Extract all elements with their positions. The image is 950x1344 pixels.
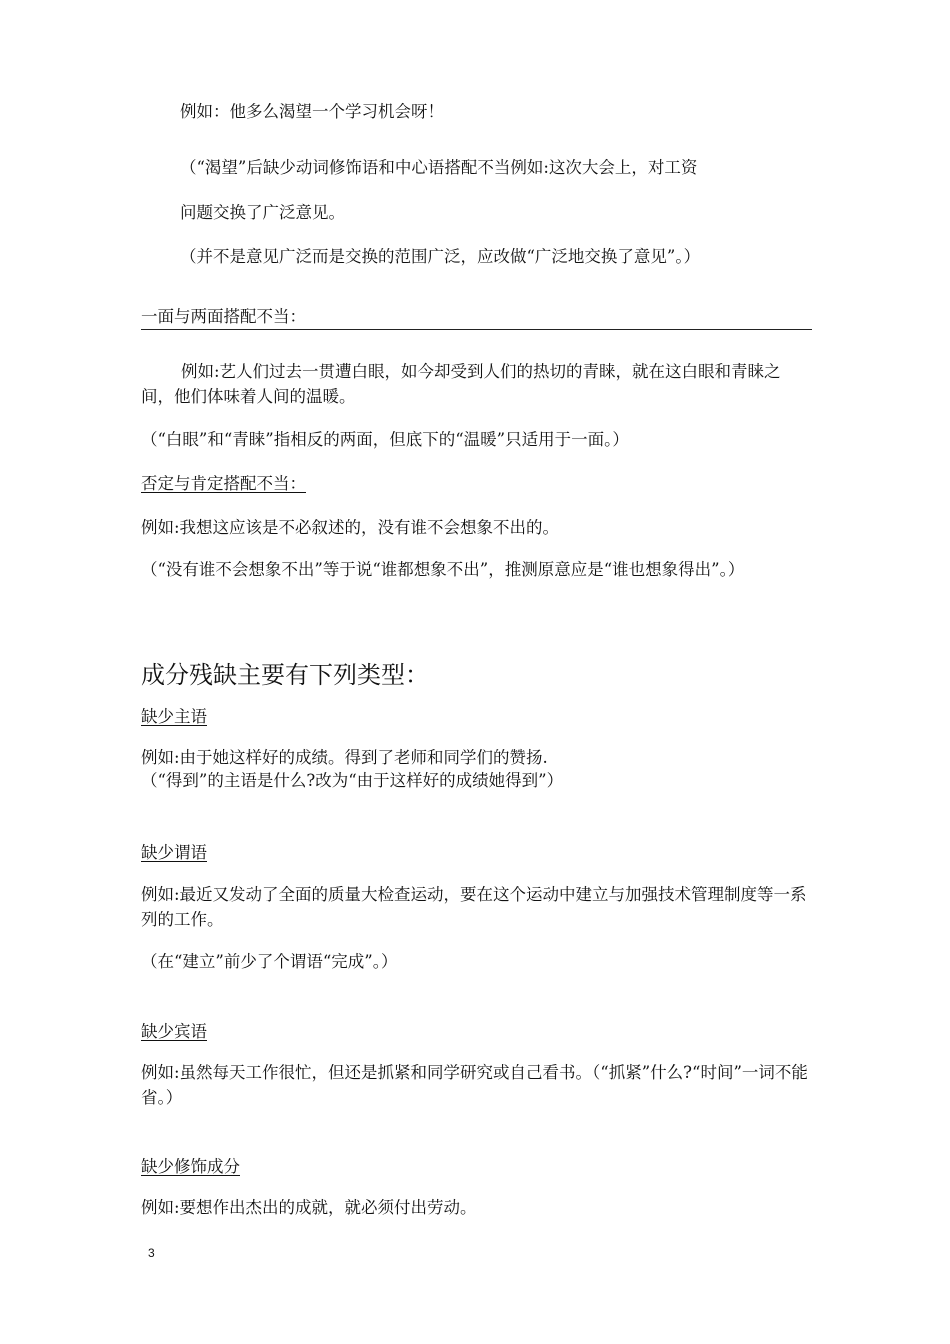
subsection-heading-missing-object: 缺少宾语 xyxy=(141,1022,207,1041)
heading-rule xyxy=(141,329,812,330)
note-text: （并不是意见广泛而是交换的范围广泛，应改做“广泛地交换了意见”。） xyxy=(180,247,701,266)
example-text: 例如:由于她这样好的成绩。得到了老师和同学们的赞扬. xyxy=(141,748,548,767)
note-text: （“渴望”后缺少动词修饰语和中心语搭配不当例如:这次大会上，对工资 xyxy=(180,158,698,177)
subsection-heading-missing-modifier: 缺少修饰成分 xyxy=(141,1157,240,1176)
example-text: 例如:我想这应该是不必叙述的，没有谁不会想象不出的。 xyxy=(141,518,560,537)
subsection-heading-missing-subject: 缺少主语 xyxy=(141,707,207,726)
note-text-continued: 问题交换了广泛意见。 xyxy=(180,203,345,222)
note-text: （“得到”的主语是什么?改为“由于这样好的成绩她得到”） xyxy=(141,771,564,790)
example-text: 例如:要想作出杰出的成就，就必须付出劳动。 xyxy=(141,1198,477,1217)
subsection-heading-missing-predicate: 缺少谓语 xyxy=(141,843,207,862)
example-paragraph: 例如:虽然每天工作很忙，但还是抓紧和同学研究或自己看书。（“抓紧”什么?“时间”一词不能省。） xyxy=(141,1063,808,1107)
section-title: 成分残缺主要有下列类型： xyxy=(141,661,429,689)
section-heading-face-mismatch: 一面与两面搭配不当： xyxy=(141,307,306,326)
page-number: 3 xyxy=(148,1246,155,1260)
section-heading-negation-mismatch: 否定与肯定搭配不当： xyxy=(141,474,306,493)
example-paragraph: 例如:艺人们过去一贯遭白眼，如今却受到人们的热切的青睐，就在这白眼和青睐之间，他们体味着人间的温暖。 xyxy=(141,362,781,406)
note-paragraph: （“没有谁不会想象不出”等于说“谁都想象不出”，推测原意应是“谁也想象得出”。） xyxy=(141,560,745,579)
example-text: 例如：他多么渴望一个学习机会呀！ xyxy=(180,102,444,121)
example-paragraph: 例如:最近又发动了全面的质量大检查运动，要在这个运动中建立与加强技术管理制度等一系列的工作。 xyxy=(141,885,807,929)
note-text: （“白眼”和“青睐”指相反的两面，但底下的“温暖”只适用于一面。） xyxy=(141,430,629,449)
note-text: （在“建立”前少了个谓语“完成”。） xyxy=(141,952,398,971)
